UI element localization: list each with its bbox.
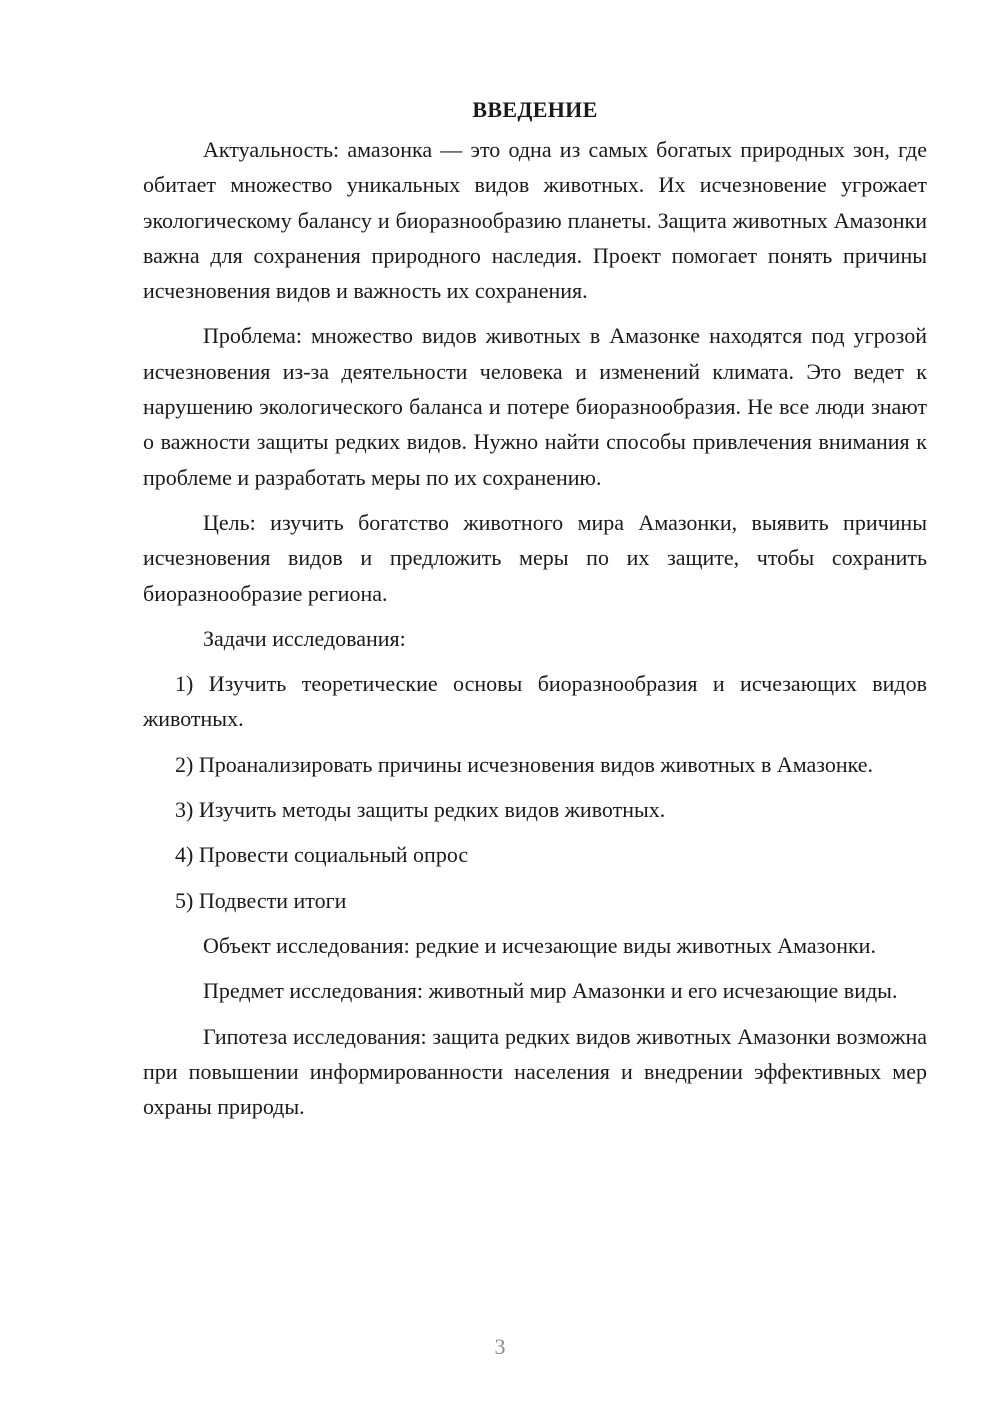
task-item: 1) Изучить теоретические основы биоразнообразия и исчезающих видов животных. [143,671,927,732]
page-number: 3 [494,1334,506,1359]
goal-paragraph: Цель: изучить богатство животного мира Амазонки, выявить причины исчезновения видов и предложить меры по их защите, чтобы сохранить биоразнообразие региона. [143,509,927,606]
task-item: 4) Провести социальный опрос [175,842,469,868]
tasks-heading: Задачи исследования: [203,625,406,651]
problem-paragraph: Проблема: множество видов животных в Амазонке находятся под угрозой исчезновения из-за деятельности человека и изменений климата. Это ведет к нарушению экологического баланса и потере биоразнообразия. Не все люди знают о важности защиты редких видов. Нужно найти способы привлечения внимания к проблеме и разработать меры по их сохранению. [143,323,927,490]
object-paragraph: Объект исследования: редкие и исчезающие виды животных Амазонки. [203,932,876,958]
task-item: 2) Проанализировать причины исчезновения видов животных в Амазонке. [175,751,874,777]
task-item: 5) Подвести итоги [175,887,347,913]
hypothesis-paragraph: Гипотеза исследования: защита редких видов животных Амазонки возможна при повышении информированности населения и внедрении эффективных мер охраны природы. [143,1023,927,1120]
document-page [143,92,927,1134]
relevance-paragraph: Актуальность: амазонка — это одна из самых богатых природных зон, где обитает множество уникальных видов животных. Их исчезновение угрожает экологическому балансу и биоразнообразию планеты. Защита животных Амазонки важна для сохранения природного наследия. Проект помогает понять причины исчезновения видов и важность их сохранения. [143,137,927,304]
subject-paragraph: Предмет исследования: животный мир Амазонки и его исчезающие виды. [203,978,898,1004]
page-title: ВВЕДЕНИЕ [472,97,598,122]
task-item: 3) Изучить методы защиты редких видов животных. [175,797,666,823]
